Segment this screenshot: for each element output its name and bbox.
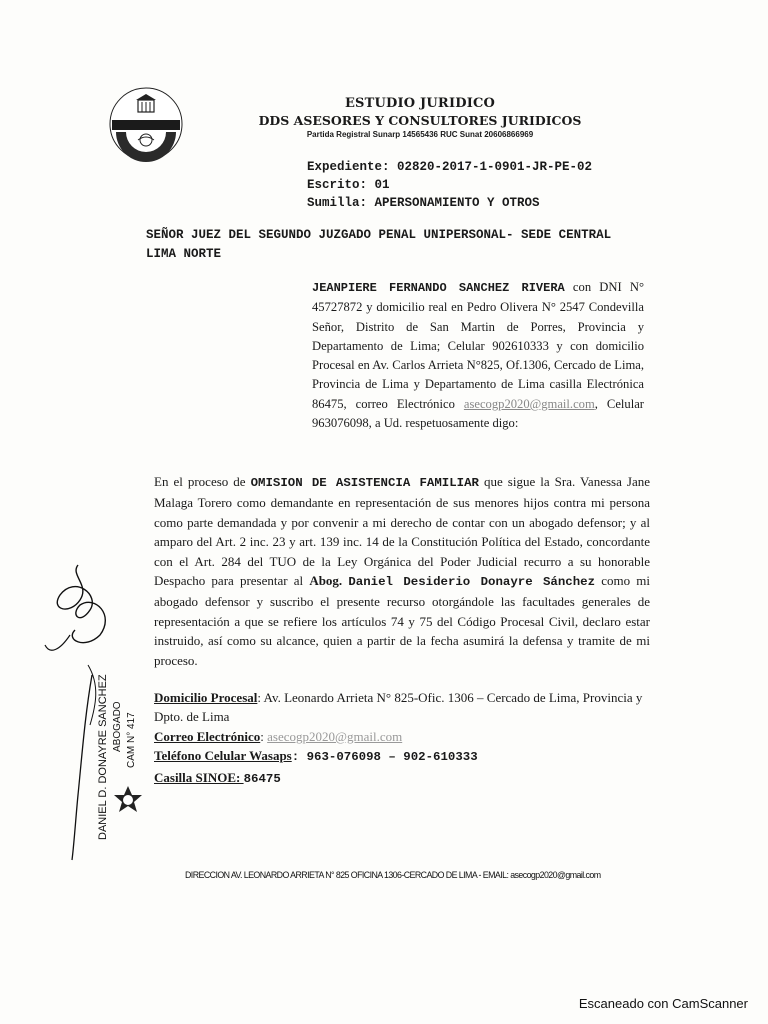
escrito-line (307, 176, 592, 194)
domicilio-line (154, 688, 664, 727)
footer-address: DIRECCION AV. LEONARDO ARRIETA N° 825 OFICINA 1306-CERCADO DE LIMA - EMAIL: asecogp2020@gmail.com (185, 870, 601, 880)
sumilla-value: APERSONAMIENTO Y OTROS (374, 196, 540, 210)
intro-text-2: , Celular 963076098, a Ud. respetuosamente digo: (312, 396, 644, 431)
domicilio-value: : Av. Leonardo Arrieta N° 825-Ofic. 1306 – Cercado de Lima, Provincia y Dpto. de Lima (154, 690, 643, 725)
case-meta (307, 158, 592, 212)
domicilio-label: Domicilio Procesal (154, 690, 258, 705)
firm-header (250, 96, 590, 139)
sumilla-label: Sumilla: (307, 196, 368, 210)
casilla-line (154, 768, 664, 789)
correo-line (154, 727, 664, 746)
firm-subtitle: DDS ASESORES Y CONSULTORES JURIDICOS (258, 113, 582, 128)
expediente-line (307, 158, 592, 176)
stamp-line-1: DANIEL D. DONAYRE SANCHEZ (97, 674, 109, 840)
lawyer-stamp (90, 672, 150, 842)
firm-registration: Partida Registral Sunarp 14565436 RUC Sunat 20606866969 (306, 130, 534, 139)
lawyer-prefix: Abog. (309, 573, 343, 589)
firm-name: ESTUDIO JURIDICO (344, 96, 496, 111)
scanner-watermark: Escaneado con CamScanner (578, 996, 748, 1011)
telefono-line (154, 746, 664, 767)
crime-name: OMISION DE ASISTENCIA FAMILIAR (250, 476, 479, 490)
expediente-value: 02820-2017-1-0901-JR-PE-02 (397, 160, 593, 174)
firm-logo (108, 86, 184, 162)
intro-text-1: con DNI N° 45727872 y domicilio real en Pedro Olivera N° 2547 Condevilla Señor, Distrito de San Martin de Porres, Provincia y Departamento de Lima; Celular 902610333 y con domicilio Procesal en Av. Carlos Arrieta N°825, Of.1306, Cercado de Lima, Provincia de Lima y Departamento de Lima casilla Electrónica 86475, correo Electrónico (312, 280, 644, 411)
correo-label: Correo Electrónico (154, 728, 261, 744)
intro-paragraph (312, 278, 644, 433)
addressee: SEÑOR JUEZ DEL SEGUNDO JUZGADO PENAL UNIPERSONAL- SEDE CENTRAL LIMA NORTE (146, 228, 612, 261)
stamp-line-3: CAM N° 417 (126, 712, 137, 768)
telefono-value: : 963-076098 – 902-610333 (291, 750, 478, 765)
casilla-value: 86475 (243, 771, 281, 786)
body-text-1: En el proceso de (154, 474, 251, 489)
petitioner-name: JEANPIERE FERNANDO SANCHEZ RIVERA (312, 281, 565, 295)
expediente-label: Expediente: (307, 160, 390, 174)
body-paragraph (154, 472, 650, 670)
casilla-label: Casilla SINOE: (154, 769, 244, 785)
contact-block (154, 688, 664, 789)
body-text-2: que sigue la Sra. Vanessa Jane Malaga Torero como demandante en representación de sus menores hijos contra mi persona como parte demandada y por convenir a mi derecho de contar con un abogado defensor; y al amparo del Art. 2 inc. 23 y art. 139 inc. 14 de la Constitución Política del Estado, concordante con el Art. 284 del TUO de la Ley Orgánica del Poder Judicial recurro a su honorable Despacho para presentar al (154, 474, 650, 589)
lawyer-name: Daniel Desiderio Donayre Sánchez (348, 575, 596, 590)
sumilla-line (307, 194, 592, 212)
correo-sep: : (260, 728, 268, 744)
correo-email-link[interactable]: asecogp2020@gmail.com (267, 728, 403, 744)
escrito-value: 01 (374, 178, 390, 192)
intro-email-link[interactable]: asecogp2020@gmail.com (463, 396, 595, 411)
body-text-3: como mi abogado defensor y suscribo el presente recurso otorgándole las facultades generales de representación a que se refiere los artículos 74 y 75 del Código Procesal Civil, declaro estar instruido, así como su alcance, quien a partir de la fecha asumirá la defensa y tramite de mi proceso. (154, 573, 650, 668)
stamp-line-2: ABOGADO (112, 701, 123, 752)
escrito-label: Escrito: (307, 178, 368, 192)
telefono-label: Teléfono Celular Wasaps (154, 748, 292, 764)
seal-icon (114, 786, 142, 812)
